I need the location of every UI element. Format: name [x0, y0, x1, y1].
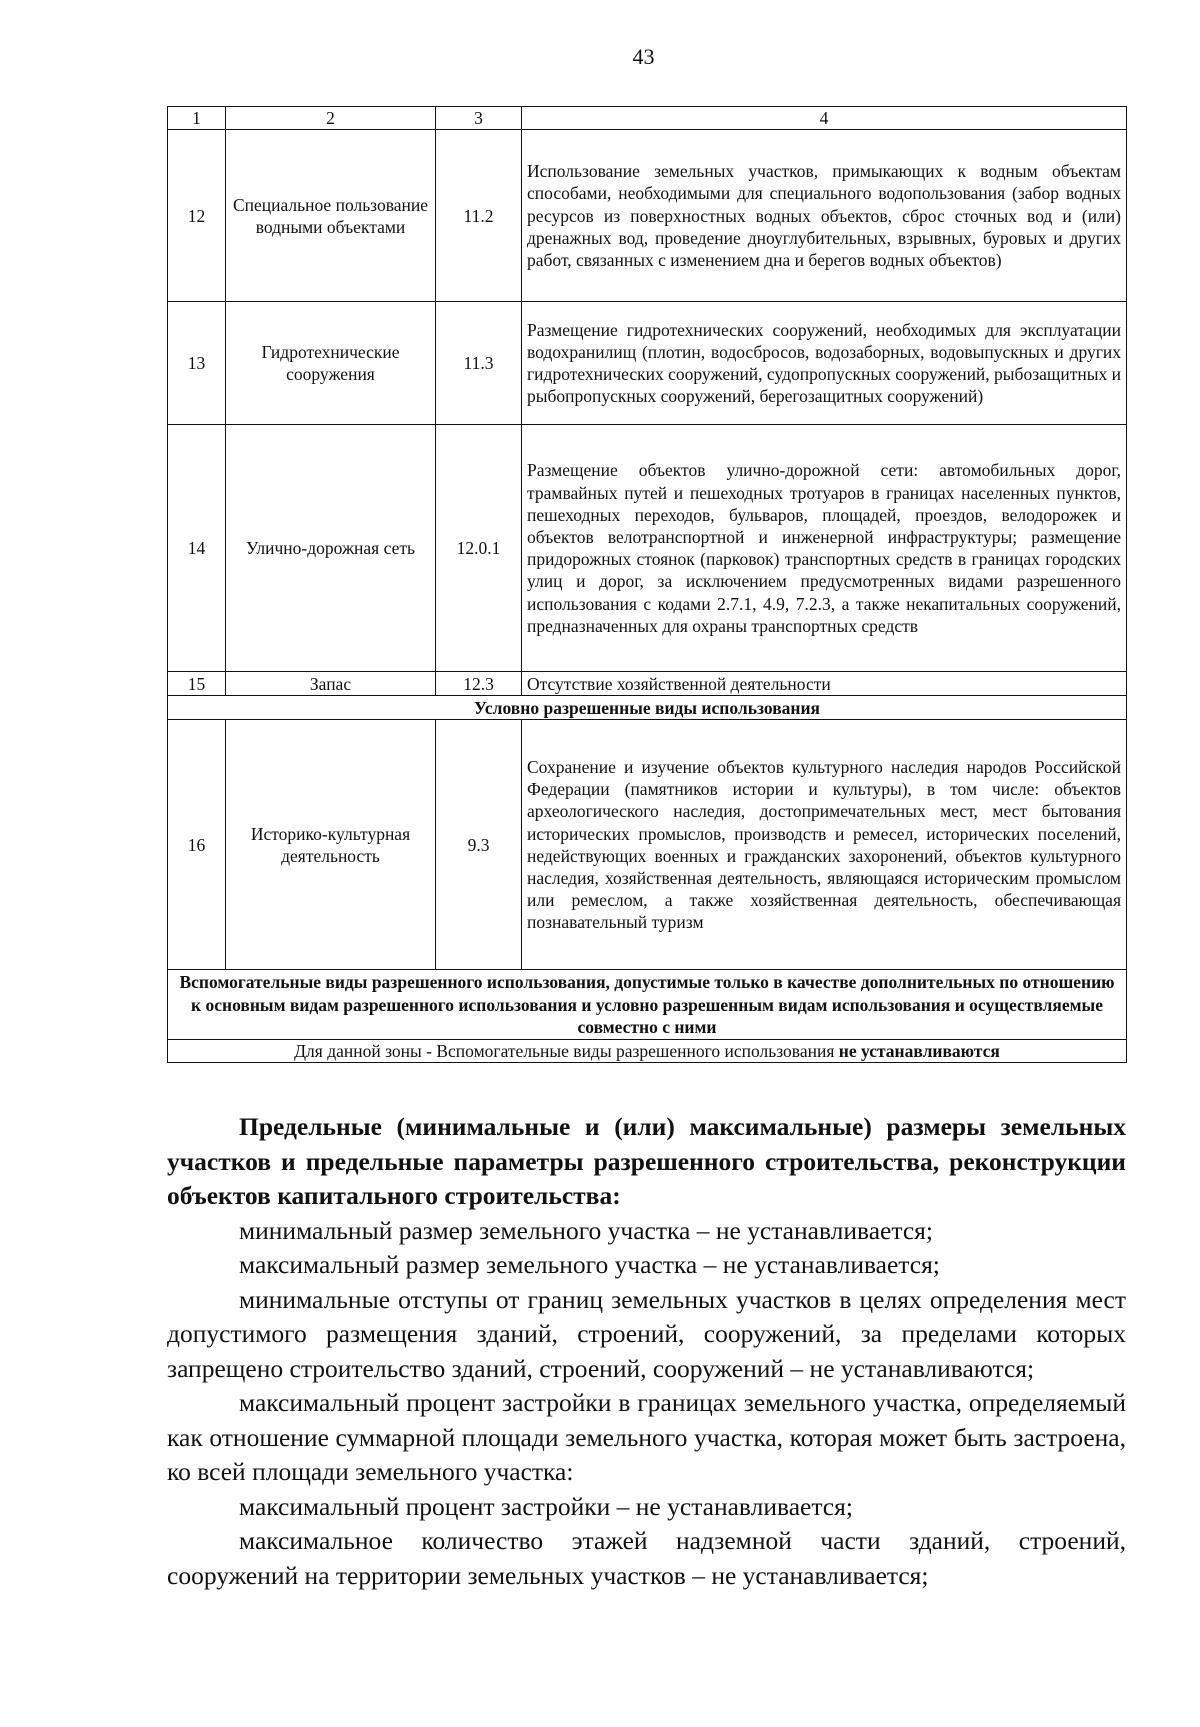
- header-cell: 4: [522, 107, 1127, 130]
- header-cell: 2: [226, 107, 436, 130]
- use-code: 9.3: [436, 720, 522, 970]
- row-number: 13: [168, 302, 226, 425]
- auxiliary-note: [168, 1040, 1127, 1063]
- auxiliary-note-bold: не устанавливаются: [838, 1041, 1000, 1062]
- table-header-row: [168, 107, 1127, 130]
- table-row: [168, 720, 1127, 970]
- section-heading: Предельные (минимальные и (или) максимальные) размеры земельных участков и предельные параметры разрешенного строительства, реконструкции объектов капитального строительства:: [167, 1112, 1126, 1210]
- page-number: 43: [632, 44, 655, 69]
- row-number: 16: [168, 720, 226, 970]
- use-description: Использование земельных участков, примыкающих к водным объектам способами, необходимыми для специального водопользования (забор водных ресурсов из поверхностных водных объектов, сброс сточных вод и (или) дренажных вод, проведение дноуглубительных, взрывных, буровых и других работ, связанных с изменением дна и берегов водных объектов): [522, 130, 1127, 302]
- parameters-section: [167, 1110, 1126, 1593]
- auxiliary-uses-heading: Вспомогательные виды разрешенного использования, допустимые только в качестве дополнительных по отношению к основным видам разрешенного использования и условно разрешенным видам использования и осуществляемые совместно с ними: [168, 970, 1127, 1040]
- paragraph: минимальные отступы от границ земельных участков в целях определения мест допустимого размещения зданий, строений, сооружений, за пределами которых запрещено строительство зданий, строений, сооружений – не устанавливаются;: [167, 1284, 1126, 1383]
- use-description: Отсутствие хозяйственной деятельности: [522, 672, 1127, 696]
- paragraph: максимальный процент застройки – не устанавливается;: [239, 1491, 853, 1521]
- header-cell: 1: [168, 107, 226, 130]
- table-row: [168, 425, 1127, 672]
- paragraph: максимальный размер земельного участка – не устанавливается;: [239, 1250, 940, 1279]
- use-code: 12.0.1: [436, 425, 522, 672]
- use-code: 12.3: [436, 672, 522, 696]
- note-row: [168, 1040, 1127, 1063]
- use-name: Специальное пользование водными объектами: [226, 130, 436, 302]
- table-row: [168, 302, 1127, 425]
- row-number: 14: [168, 425, 226, 672]
- auxiliary-note-text: Для данной зоны - Вспомогательные виды разрешенного использования: [294, 1041, 839, 1062]
- use-name: Гидротехнические сооружения: [226, 302, 436, 425]
- paragraph: максимальное количество этажей надземной части зданий, строений, сооружений на территории земельных участков – не устанавливается;: [167, 1526, 1126, 1590]
- paragraph: максимальный процент застройки в границах земельного участка, определяемый как отношение суммарной площади земельного участка, которая может быть застроена, ко всей площади земельного участка:: [167, 1388, 1126, 1486]
- use-code: 11.3: [436, 302, 522, 425]
- use-name: Улично-дорожная сеть: [226, 425, 436, 672]
- table-row: [168, 130, 1127, 302]
- use-name: Историко-культурная деятельность: [226, 720, 436, 970]
- section-row: [168, 970, 1127, 1040]
- row-number: 15: [168, 672, 226, 696]
- use-description: Размещение объектов улично-дорожной сети: автомобильных дорог, трамвайных путей и пешеходных тротуаров в границах населенных пунктов, пешеходных переходов, бульваров, площадей, проездов, велодорожек и объектов велотранспортной и инженерной инфраструктуры; размещение придорожных стоянок (парковок) транспортных средств в границах городских улиц и дорог, за исключением предусмотренных видами разрешенного использования с кодами 2.7.1, 4.9, 7.2.3, а также некапитальных сооружений, предназначенных для охраны транспортных средств: [522, 425, 1127, 672]
- use-description: Размещение гидротехнических сооружений, необходимых для эксплуатации водохранилищ (плотин, водосбросов, водозаборных, водовыпускных и других гидротехнических сооружений, судопропускных сооружений, рыбозащитных и рыбопропускных сооружений, берегозащитных сооружений): [522, 302, 1127, 425]
- header-cell: 3: [436, 107, 522, 130]
- row-number: 12: [168, 130, 226, 302]
- conditional-uses-heading: Условно разрешенные виды использования: [168, 696, 1127, 720]
- table-row: [168, 672, 1127, 696]
- section-row: [168, 696, 1127, 720]
- use-name: Запас: [226, 672, 436, 696]
- paragraph: минимальный размер земельного участка – не устанавливается;: [239, 1215, 933, 1245]
- use-description: Сохранение и изучение объектов культурного наследия народов Российской Федерации (памятников истории и культуры), в том числе: объектов археологического наследия, достопримечательных мест, мест бытования исторических промыслов, производств и ремесел, исторических поселений, недействующих военных и гражданских захоронений, объектов культурного наследия, хозяйственная деятельность, являющаяся историческим промыслом или ремеслом, а также хозяйственная деятельность, обеспечивающая познавательный туризм: [522, 720, 1127, 970]
- land-use-table: [167, 106, 1127, 1063]
- use-code: 11.2: [436, 130, 522, 302]
